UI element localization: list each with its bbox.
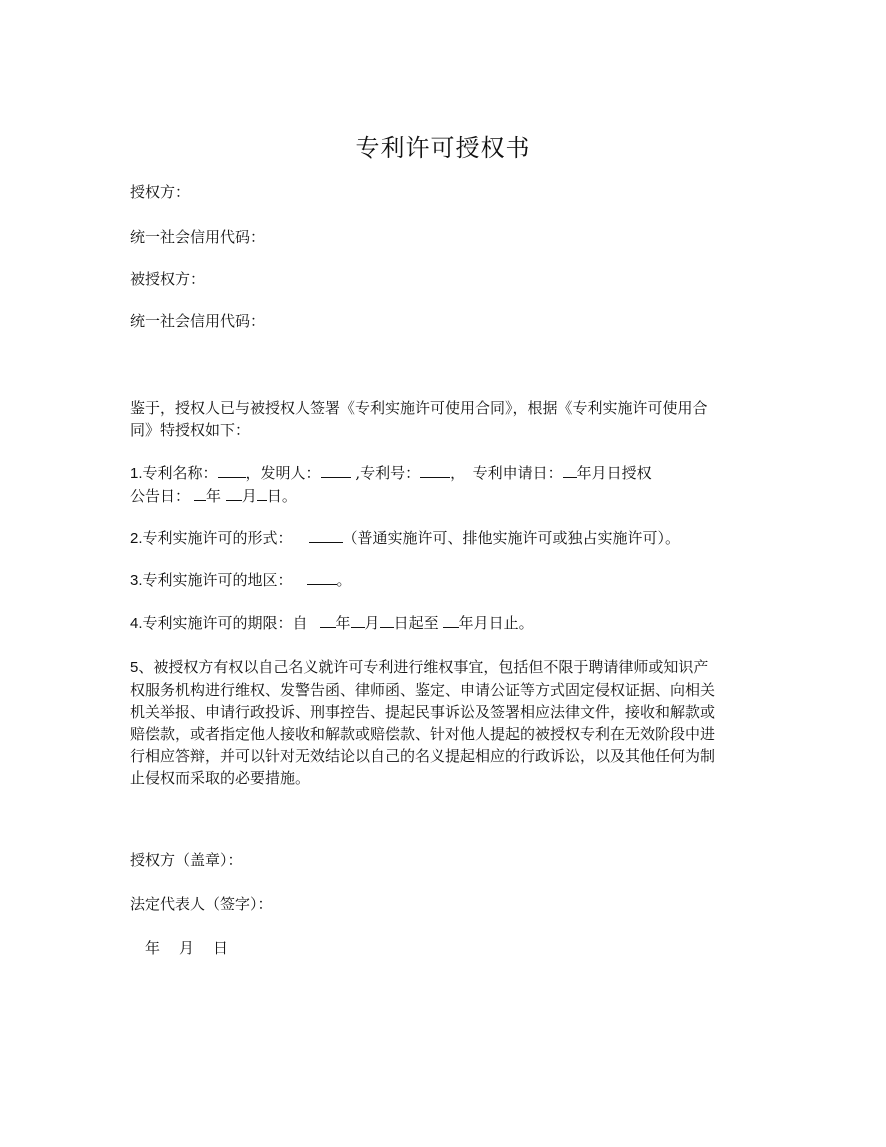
grant-date-label: 年月日授权 [576, 464, 652, 482]
item-4-paragraph [130, 612, 534, 635]
license-region-blank [307, 571, 337, 585]
publication-day-blank [257, 487, 267, 501]
item-2-number: 2. [130, 530, 143, 547]
legal-representative-label: 法定代表人（签字）： [130, 895, 273, 913]
start-year-unit: 年 [335, 614, 351, 632]
start-year-blank [320, 614, 336, 628]
document-title: 专利许可授权书 [355, 134, 531, 162]
publication-year-blank [194, 487, 206, 501]
publication-month-blank [226, 487, 242, 501]
patent-number-blank [420, 464, 450, 478]
item-3-paragraph [130, 569, 352, 592]
item-5-paragraph [130, 656, 720, 789]
licensor-label: 授权方： [130, 183, 191, 201]
end-year-blank [443, 614, 459, 628]
year-unit: 年 [206, 487, 222, 505]
item-1-number: 1. [130, 465, 143, 482]
signature-date: 年 月 日 [145, 939, 231, 957]
patent-name-blank [218, 464, 246, 478]
inventor-blank [321, 464, 351, 478]
item-1-paragraph [130, 462, 720, 507]
item-5-text: 、被授权方有权以自己名义就许可专利进行维权事宜，包括但不限于聘请律师或知识产权服务机构进行维权、发警告函、律师函、鉴定、申请公证等方式固定侵权证据、向相关机关举报、申请行政投诉、刑事控告、提起民事诉讼及签署相应法律文件，接收和解款或赔偿款，或者指定他人接收和解款或赔偿款、针对他人提起的被授权专利在无效阶段中进行相应答辩，并可以针对无效结论以自己的名义提起相应的行政诉讼，以及其他任何为制止侵权而采取的必要措施。 [130, 658, 716, 787]
patent-number-label: ,专利号： [350, 464, 421, 482]
start-month-unit: 月 [364, 614, 380, 632]
license-term-label: 专利实施许可的期限：自 [142, 614, 308, 632]
start-month-blank [351, 614, 365, 628]
item-2-paragraph [130, 527, 680, 550]
start-day-blank [380, 614, 394, 628]
month-unit: 月 [241, 487, 257, 505]
item-4-number: 4. [130, 615, 143, 632]
patent-name-label: 专利名称： [142, 464, 218, 482]
licensee-label: 被授权方： [130, 270, 206, 288]
item-5-number: 5 [130, 659, 139, 676]
application-date-blank [563, 464, 577, 478]
licensor-seal-label: 授权方（盖章）： [130, 851, 243, 869]
end-date-units: 年月日止。 [458, 614, 534, 632]
license-form-options: （普通实施许可、排他实施许可或独占实施许可）。 [342, 529, 681, 547]
licensor-code-label: 统一社会信用代码： [130, 228, 266, 246]
start-day-unit: 日起至 [393, 614, 439, 632]
license-region-label: 专利实施许可的地区： [142, 571, 293, 589]
licensee-code-label: 统一社会信用代码： [130, 312, 266, 330]
day-unit: 日。 [266, 487, 297, 505]
license-form-label: 专利实施许可的形式： [142, 529, 293, 547]
license-region-end: 。 [336, 571, 352, 589]
publication-date-label: 公告日： [130, 487, 191, 505]
inventor-label: ，发明人： [245, 464, 321, 482]
application-date-label: ， 专利申请日： [450, 464, 563, 482]
preamble-paragraph: 鉴于，授权人已与被授权人签署《专利实施许可使用合同》，根据《专利实施许可使用合同》特授权如下： [130, 399, 708, 439]
item-3-number: 3. [130, 572, 143, 589]
license-form-blank [309, 529, 343, 543]
